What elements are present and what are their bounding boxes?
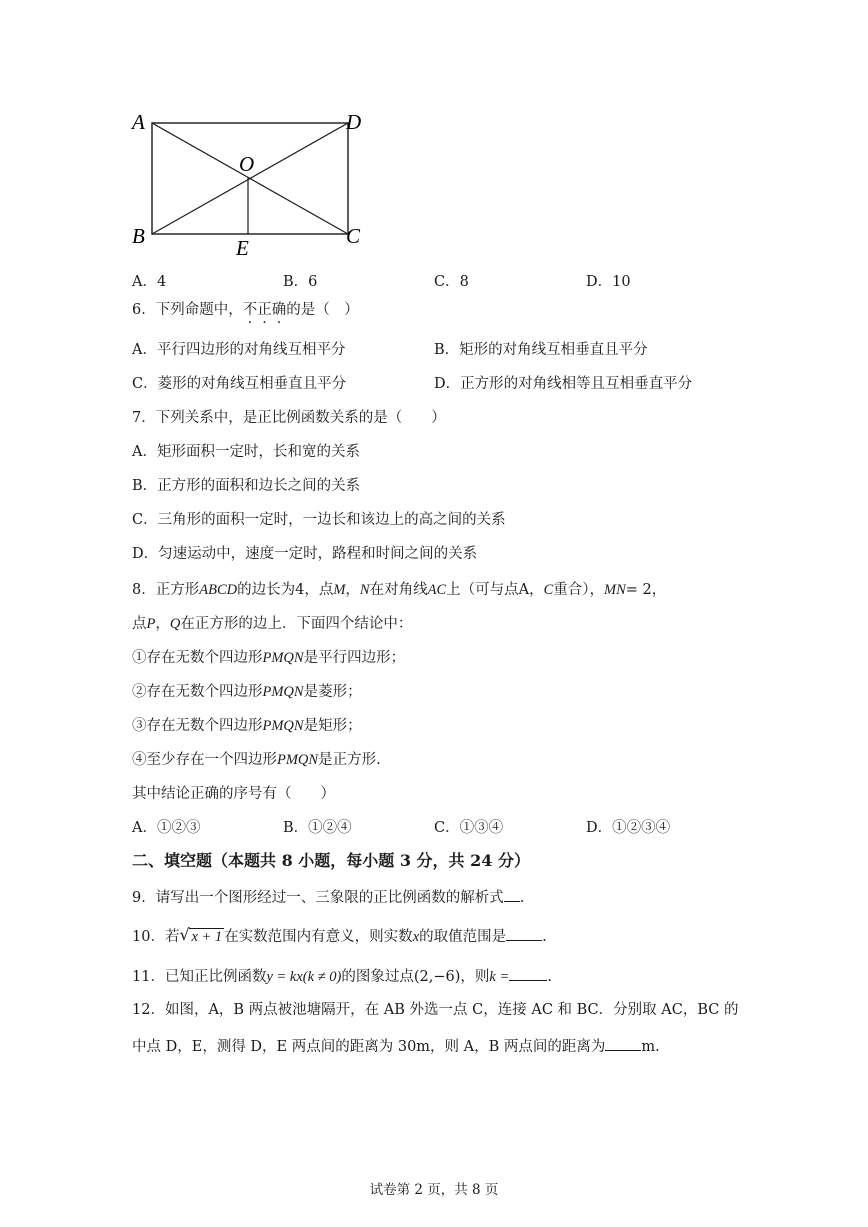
q7-option-c: C．三角形的面积一定时，一边长和该边上的高之间的关系	[132, 512, 506, 528]
q8-text: 点	[132, 616, 147, 632]
q6-em-2: 正	[257, 302, 272, 318]
conclusion-text: 是菱形；	[303, 684, 362, 700]
q7-option-a: A．矩形面积一定时，长和宽的关系	[132, 444, 360, 460]
q8-text: 8．正方形	[132, 582, 200, 598]
q11-text: ，则	[460, 969, 490, 985]
q5-option-c: C．8	[434, 274, 469, 290]
q10	[132, 926, 547, 947]
q10-answer-blank[interactable]	[506, 926, 542, 941]
q11-answer-blank[interactable]	[509, 966, 547, 981]
section-heading: 二、填空题（本题共 8 小题，每小题 3 分，共 24 分）	[132, 851, 530, 870]
q8-text: = 2，	[625, 582, 667, 598]
q7-option-b: B．正方形的面积和边长之间的关系	[132, 478, 361, 494]
q5-option-b: B．6	[283, 274, 318, 290]
q6-option-d: D．正方形的对角线相等且互相垂直平分	[434, 376, 693, 392]
q8-abcd: ABCD	[199, 582, 238, 598]
sqrt-icon: √	[179, 925, 190, 944]
q10-text: 在实数范围内有意义，则实数	[224, 929, 413, 945]
q9-text: 9．请写出一个图形经过一、三象限的正比例函数的解析式	[132, 890, 504, 906]
q8-text: 上（可与点	[446, 582, 519, 598]
q6-em-3: 确	[271, 302, 287, 318]
label-d: D	[346, 110, 362, 134]
q12-line-2	[132, 1036, 660, 1057]
q8-conclusion-1	[132, 648, 405, 668]
q6-em-1: 不	[242, 302, 258, 318]
q8-option-c: C．①③④	[434, 820, 504, 836]
q11-end: .	[547, 969, 552, 985]
label-b: B	[132, 224, 145, 248]
q5-option-d: D．10	[586, 274, 631, 290]
q6-stem	[132, 300, 359, 320]
q8-p: P	[146, 616, 156, 632]
conclusion-text: ②存在无数个四边形	[132, 684, 263, 700]
q8-text: ，	[529, 582, 544, 598]
q8-ask: 其中结论正确的序号有（ ）	[132, 786, 335, 802]
q12-line-1: 12．如图，A，B 两点被池塘隔开，在 AB 外选一点 C，连接 AC 和 BC．分别取 AC，BC 的	[132, 1002, 739, 1018]
q8-text: ，	[345, 582, 360, 598]
conclusion-text: ①存在无数个四边形	[132, 650, 263, 666]
q8-text: 在正方形的边上．下面四个结论中：	[180, 616, 413, 632]
conclusion-shape: PMQN	[262, 684, 304, 700]
q11-point: (2,−6)	[413, 969, 461, 985]
label-e: E	[236, 236, 249, 260]
q8-conclusion-4	[132, 750, 381, 770]
q11-k: k =	[489, 969, 510, 985]
q5-option-a: A．4	[132, 274, 167, 290]
q10-end: .	[542, 929, 547, 945]
conclusion-shape: PMQN	[277, 752, 319, 768]
q6-option-c: C．菱形的对角线互相垂直且平分	[132, 376, 347, 392]
q11-text: 的图象过点	[341, 969, 414, 985]
q12-end: m.	[641, 1039, 660, 1055]
conclusion-shape: PMQN	[262, 650, 304, 666]
label-a: A	[132, 110, 145, 134]
conclusion-text: ④至少存在一个四边形	[132, 752, 277, 768]
q8-option-a: A．①②③	[132, 820, 201, 836]
q11-text: 11．已知正比例函数	[132, 969, 267, 985]
q7-option-d: D．匀速运动中，速度一定时，路程和时间之间的关系	[132, 546, 478, 562]
q10-text: 的取值范围是	[419, 929, 507, 945]
q11	[132, 966, 552, 987]
label-o: O	[239, 152, 255, 176]
q9-answer-blank[interactable]	[504, 887, 520, 902]
q12-answer-blank[interactable]	[605, 1036, 641, 1051]
label-c: C	[346, 224, 361, 248]
conclusion-shape: PMQN	[262, 718, 304, 734]
q11-function: y = kx(k ≠ 0)	[266, 969, 342, 985]
q6-stem-pre: 6．下列命题中，	[132, 302, 243, 318]
rectangle-figure	[125, 105, 375, 265]
q8-line-1	[132, 580, 666, 600]
q6-stem-post: 的是（ ）	[286, 302, 359, 318]
q10-x: x	[412, 929, 420, 945]
q8-conclusion-3	[132, 716, 362, 736]
q8-c: C	[543, 582, 554, 598]
conclusion-text: 是平行四边形；	[303, 650, 406, 666]
conclusion-text: 是矩形；	[303, 718, 362, 734]
q8-ac: AC	[427, 582, 447, 598]
conclusion-text: 是正方形.	[318, 752, 381, 768]
q10-text: 10．若	[132, 929, 180, 945]
page-footer: 试卷第 2 页，共 8 页	[369, 1182, 499, 1198]
sqrt-radicand: x + 1	[191, 929, 223, 945]
q8-option-b: B．①②④	[283, 820, 352, 836]
q9-end: .	[519, 890, 525, 906]
q8-mn: MN	[604, 582, 626, 598]
q7-stem: 7．下列关系中，是正比例函数关系的是（ ）	[132, 410, 446, 426]
sqrt-expression	[179, 927, 224, 947]
q8-text: 在对角线	[369, 582, 428, 598]
q6-option-a: A．平行四边形的对角线互相平分	[132, 342, 346, 358]
q8-text: 重合），	[553, 582, 605, 598]
q8-m: M	[333, 582, 346, 598]
q8-q: Q	[169, 616, 181, 632]
q8-n: N	[359, 582, 370, 598]
q8-text: 的边长为4，点	[237, 582, 334, 598]
q8-text: ，	[155, 616, 170, 632]
q8-option-d: D．①②③④	[586, 820, 671, 836]
q9	[132, 887, 524, 908]
q8-conclusion-2	[132, 682, 362, 702]
conclusion-text: ③存在无数个四边形	[132, 718, 263, 734]
q8-line-2	[132, 614, 412, 634]
q6-option-b: B．矩形的对角线互相垂直且平分	[434, 342, 648, 358]
q8-a: A	[518, 582, 530, 598]
q12-text: 中点 D，E，测得 D，E 两点间的距离为 30m，则 A，B 两点间的距离为	[132, 1039, 606, 1055]
